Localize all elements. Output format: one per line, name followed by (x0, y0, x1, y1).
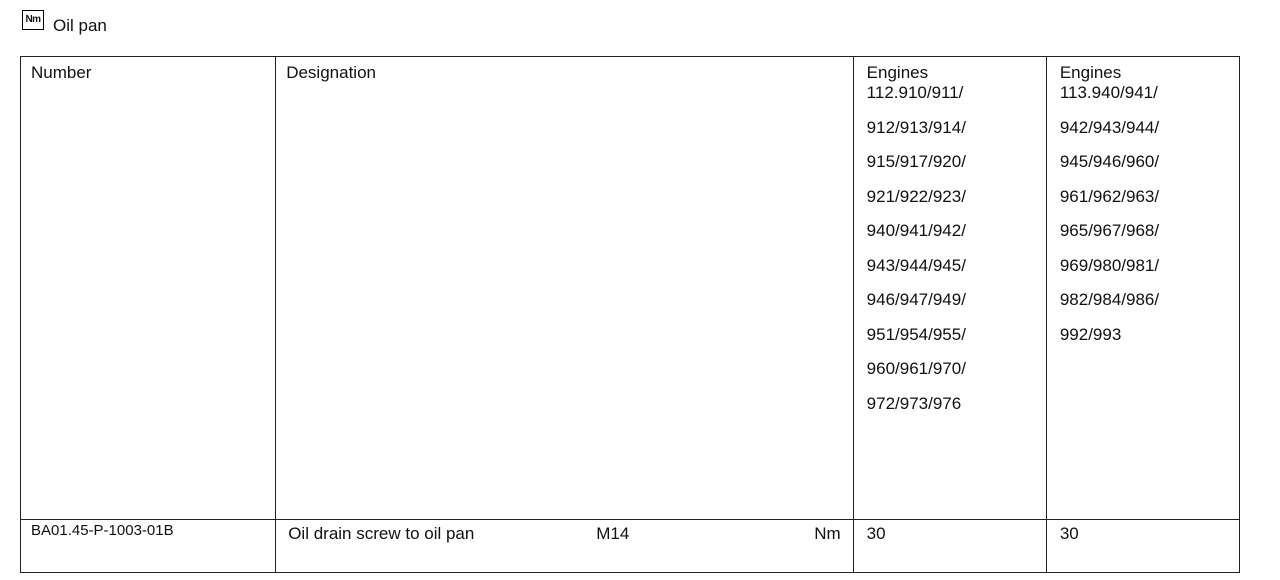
engine-code-line: 912/913/914/ (866, 117, 966, 137)
engine-code-line: 982/984/986/ (1059, 290, 1160, 309)
row-thread-size: M14 (596, 524, 630, 543)
table-row (21, 520, 1240, 573)
engine-code-line: 112.910/911/ (866, 83, 964, 102)
engines-2-list (1060, 76, 1227, 352)
row-value-engines-1: 30 (866, 524, 886, 543)
column-header-designation: Designation (286, 63, 376, 82)
row-designation-cell (276, 520, 853, 573)
engine-code-line: 972/973/976 (866, 393, 962, 413)
engine-code-line: 969/980/981/ (1059, 255, 1160, 275)
row-number: BA01.45-P-1003-01B (31, 522, 174, 539)
row-designation: Oil drain screw to oil pan (288, 524, 475, 543)
page-header (22, 10, 107, 36)
engine-code-line: 961/962/963/ (1059, 186, 1160, 206)
engine-code-line: 942/943/944/ (1059, 117, 1160, 137)
engine-code-line: 992/993 (1059, 324, 1122, 344)
header-cell-number (21, 57, 276, 520)
engine-code-line: 960/961/970/ (866, 359, 966, 378)
torque-spec-table (20, 56, 1240, 573)
column-header-number: Number (31, 63, 92, 82)
engine-code-line: 951/954/955/ (866, 324, 966, 344)
engine-code-line: 113.940/941/ (1059, 83, 1158, 102)
row-unit: Nm (814, 524, 841, 543)
table-header-row (21, 57, 1240, 520)
engine-code-line: 945/946/960/ (1059, 152, 1160, 171)
page-title: Oil pan (53, 16, 107, 35)
torque-nm-icon: Nm (22, 10, 44, 30)
header-cell-engines-1 (853, 57, 1046, 520)
engines-1-list (867, 76, 1034, 421)
engine-code-line: 965/967/968/ (1059, 221, 1160, 240)
engine-code-line: 915/917/920/ (866, 152, 966, 171)
row-value-engines-2-cell (1046, 520, 1239, 573)
row-number-cell (21, 520, 276, 573)
engine-code-line: 921/922/923/ (866, 186, 966, 206)
header-cell-engines-2 (1046, 57, 1239, 520)
column-header-engines-2: Engines (1059, 63, 1122, 82)
row-value-engines-2: 30 (1059, 524, 1079, 543)
row-value-engines-1-cell (853, 520, 1046, 573)
header-cell-designation (276, 57, 853, 520)
engine-code-line: 946/947/949/ (866, 290, 966, 309)
engine-code-line: 943/944/945/ (866, 255, 966, 275)
column-header-engines-1: Engines (866, 63, 929, 82)
engine-code-line: 940/941/942/ (866, 221, 966, 240)
